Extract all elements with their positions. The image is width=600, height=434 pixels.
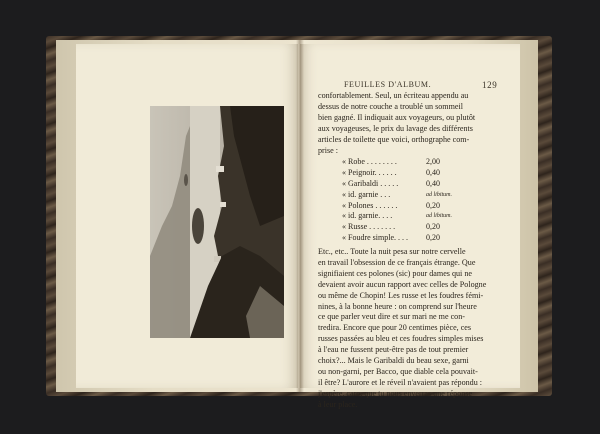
page-number: 129: [482, 80, 498, 90]
text-line: à leur place.: [318, 399, 358, 409]
text-line: articles de toilette que voici, orthographe com-: [318, 134, 470, 144]
text-line: tredira. Encore que pour 20 centimes pièce, ces: [318, 323, 472, 333]
item-price: 0,40: [426, 178, 440, 188]
running-title: FEUILLES D'ALBUM.: [344, 80, 432, 89]
list-item: [342, 222, 502, 233]
item-note: ad libitum.: [426, 191, 453, 198]
text-line: russes passées au bleu et ces foudres simples mises: [318, 334, 484, 344]
list-item: [342, 211, 502, 222]
list-item: [342, 233, 502, 244]
text-line: signifiaient ces polones (sic) pour dames qui ne: [318, 268, 472, 278]
text-line: en travail l'obsession de ce français étrange. Que: [318, 257, 476, 267]
text-line: ou même de Chopin! Les russe et les foudres fémi-: [318, 290, 484, 300]
list-item: [342, 201, 502, 212]
text-line: bien gagné. Il indiquait aux voyageurs, ou plutôt: [318, 112, 476, 122]
list-item: [342, 168, 502, 179]
item-price: 0,20: [426, 233, 440, 243]
text-line: aux voyageuses, le prix du lavage des différents: [318, 123, 473, 133]
intro-paragraph: [318, 91, 508, 156]
text-line: il être? L'aurore et le réveil n'avaient pas répondu :: [318, 377, 483, 387]
text-line: ou non-garni, per Bacco, que diable cela pouvait-: [318, 366, 478, 376]
item-name: « id. garnie. . . .: [342, 211, 393, 221]
text-line: ce que parler veut dire et sur mari ne me con-: [318, 312, 465, 322]
text-line: confortablement. Seul, un écriteau appendu au: [318, 91, 469, 100]
text-line: nines, à la bonne heure : on comprend sur l'heure: [318, 301, 477, 311]
laundry-price-list: [342, 157, 502, 244]
closing-paragraph: [318, 247, 508, 411]
item-name: « Polones . . . . . .: [342, 200, 398, 210]
text-line: dessus de notre couche a troublé un sommeil: [318, 101, 463, 111]
item-name: « Robe . . . . . . . .: [342, 157, 397, 166]
item-price: 0,40: [426, 167, 440, 177]
item-name: « Garibaldi . . . . .: [342, 178, 399, 188]
item-name: « Russe . . . . . . .: [342, 222, 396, 232]
text-line: j'espère, caro, que tu nous enverras une réponse: [318, 388, 473, 398]
list-item: [342, 179, 502, 190]
item-name: « id. garnie . . .: [342, 189, 391, 199]
item-price: 2,00: [426, 157, 440, 166]
text-line: Etc., etc.. Toute la nuit pesa sur notre cervelle: [318, 247, 466, 256]
list-item: [342, 157, 502, 168]
item-price: 0,20: [426, 222, 440, 232]
item-price: 0,20: [426, 200, 440, 210]
photo-artwork: [150, 106, 284, 338]
book-gutter: [296, 40, 304, 392]
text-line: à l'eau ne fussent peut-être pas de tout premier: [318, 345, 469, 355]
text-line: choix?... Mais le Garibaldi du beau sexe, garni: [318, 356, 469, 366]
item-name: « Foudre simple. . . .: [342, 233, 408, 243]
list-item: [342, 190, 502, 201]
landscape-photo-icon: [150, 106, 284, 338]
item-name: « Peignoir. . . . . .: [342, 167, 397, 177]
text-line: devaient avoir aucun rapport avec celles de Pologne: [318, 279, 487, 289]
item-note: ad libitum.: [426, 213, 453, 220]
text-line: prise :: [318, 145, 339, 155]
